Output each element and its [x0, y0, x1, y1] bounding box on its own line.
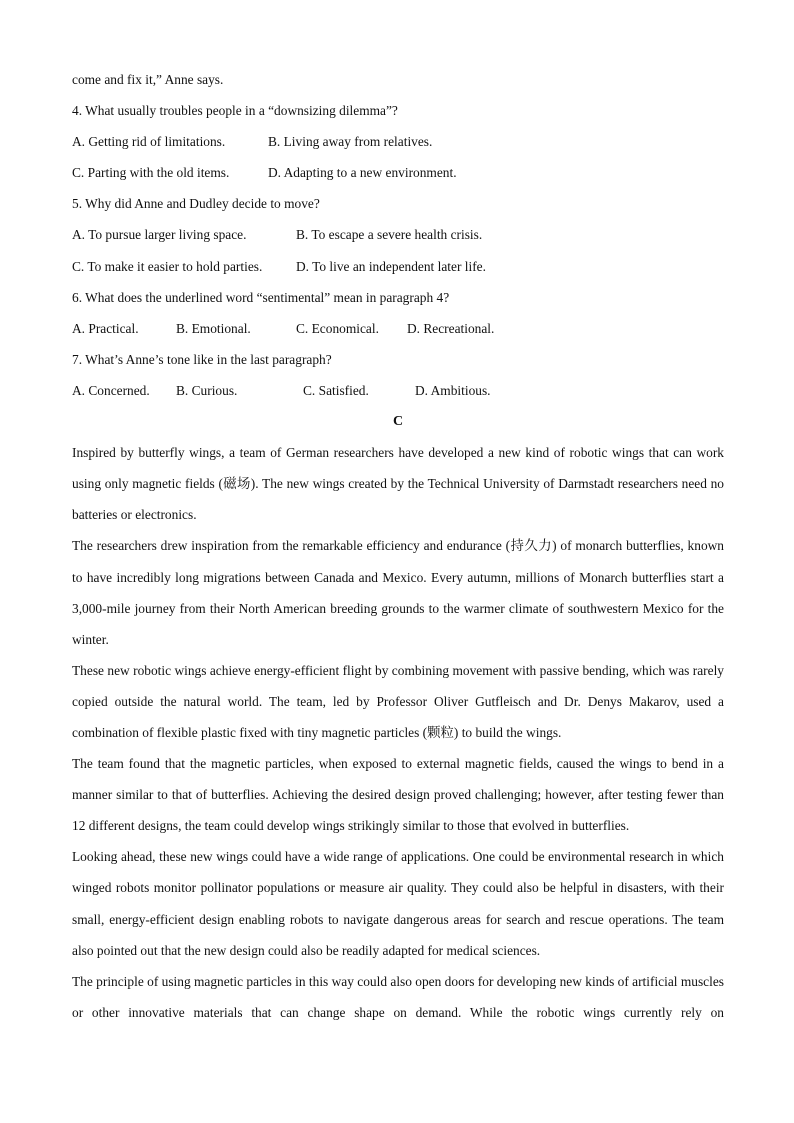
question-7-option-b: B. Curious.	[176, 382, 238, 398]
question-6-options-row	[72, 313, 724, 344]
section-c-paragraph-2: The researchers drew inspiration from the remarkable efficiency and endurance (持久力) of monarch butterflies, known to have incredibly long migrations between Canada and Mexico. Every autumn, millions of Monarch butterflies start a 3,000-mile journey from their North American breeding grounds to the warmer climate of southwestern Mexico for the winter.	[72, 538, 724, 647]
question-4-option-d: D. Adapting to a new environment.	[268, 165, 457, 181]
question-4-option-c: C. Parting with the old items.	[72, 165, 230, 181]
section-c-paragraph-5: Looking ahead, these new wings could have a wide range of applications. One could be environmental research in which winged robots monitor pollinator populations or measure air quality. They could also be helpful in disasters, with their small, energy-efficient design enabling robots to navigate dangerous areas for search and rescue operations. The team also pointed out that the new design could also be readily adapted for medical sciences.	[72, 849, 724, 958]
section-c-heading: C	[392, 414, 404, 430]
question-5-option-c: C. To make it easier to hold parties.	[72, 258, 263, 274]
question-5-option-a: A. To pursue larger living space.	[72, 227, 247, 243]
question-5-options-row-2	[72, 251, 724, 282]
page-content	[72, 64, 724, 1028]
question-4-options-row-2	[72, 157, 724, 188]
question-4-stem: 4. What usually troubles people in a “downsizing dilemma”?	[72, 103, 398, 119]
question-5-option-b: B. To escape a severe health crisis.	[296, 227, 483, 243]
question-5-stem: 5. Why did Anne and Dudley decide to move?	[72, 196, 320, 212]
section-c-paragraph-4: The team found that the magnetic particles, when exposed to external magnetic fields, caused the wings to bend in a manner similar to that of butterflies. Achieving the desired design proved challenging; however, after testing fewer than 12 different designs, the team could develop wings strikingly similar to those that evolved in butterflies.	[72, 756, 724, 834]
question-4-options-row-1	[72, 126, 724, 157]
question-7-option-a: A. Concerned.	[72, 382, 150, 398]
question-5-options-row-1	[72, 219, 724, 250]
question-4-option-b: B. Living away from relatives.	[268, 134, 433, 150]
question-7-option-d: D. Ambitious.	[415, 382, 491, 398]
question-7-stem: 7. What’s Anne’s tone like in the last paragraph?	[72, 351, 332, 367]
question-7-option-c: C. Satisfied.	[303, 382, 369, 398]
section-c-paragraph-6: The principle of using magnetic particles in this way could also open doors for developing new kinds of artificial muscles or other innovative materials that can change shape on demand. While the robotic wings currently rely on	[72, 973, 724, 1020]
question-7-options-row	[72, 375, 724, 406]
question-6-option-d: D. Recreational.	[407, 320, 495, 336]
passage-b-closing-line: come and fix it,” Anne says.	[72, 72, 224, 87]
question-6-option-c: C. Economical.	[296, 320, 379, 336]
question-6-option-a: A. Practical.	[72, 320, 139, 336]
section-c-paragraph-3: These new robotic wings achieve energy-efficient flight by combining movement with passive bending, which was rarely copied outside the natural world. The team, led by Professor Oliver Gutfleisch and Dr. Denys Makarov, used a combination of flexible plastic fixed with tiny magnetic particles (颗粒) to build the wings.	[72, 662, 724, 740]
question-5-option-d: D. To live an independent later life.	[296, 258, 486, 274]
question-6-stem: 6. What does the underlined word “sentimental” mean in paragraph 4?	[72, 289, 450, 305]
question-6-option-b: B. Emotional.	[176, 320, 251, 336]
question-4-option-a: A. Getting rid of limitations.	[72, 134, 226, 150]
section-c-paragraph-1: Inspired by butterfly wings, a team of German researchers have developed a new kind of robotic wings that can work using only magnetic fields (磁场). The new wings created by the Technical University of Darmstadt researchers need no batteries or electronics.	[72, 445, 724, 523]
